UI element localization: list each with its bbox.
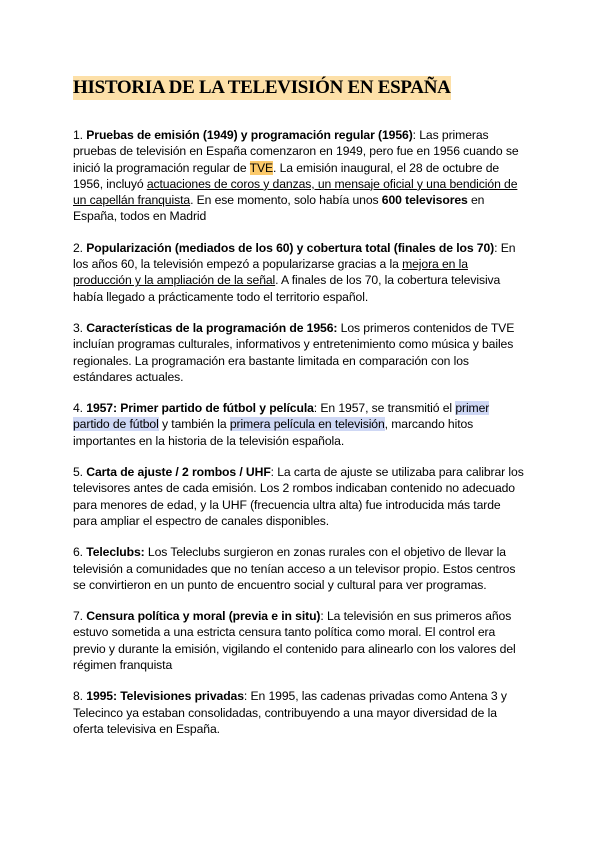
list-item bbox=[73, 464, 525, 529]
item-number: 6. bbox=[73, 545, 83, 560]
item-text: En 1995, las cadenas privadas como Antena 3 y Telecinco ya estaban consolidadas, contribuyendo a una mayor diversidad de la oferta televisiva en España. bbox=[73, 689, 507, 736]
item-heading: Censura política y moral (previa e in situ) bbox=[86, 609, 321, 624]
item-number: 8. bbox=[73, 689, 83, 704]
list-item bbox=[73, 544, 525, 593]
item-text: La televisión en sus primeros años estuvo sometida a una estricta censura tanto política como moral. El control era previo y durante la emisión, vigilando el contenido para alinearlo con los valores del régimen franquista bbox=[73, 609, 516, 673]
list-item bbox=[73, 608, 525, 673]
underlined-text: mejora en la producción y la ampliación de la señal bbox=[73, 257, 468, 288]
item-text: y también la bbox=[158, 417, 230, 432]
item-text: . A finales de los 70, la cobertura televisiva había llegado a prácticamente todo el territorio español. bbox=[73, 273, 501, 304]
item-number: 2. bbox=[73, 240, 83, 255]
item-text: , marcando hitos importantes en la historia de la televisión española. bbox=[73, 417, 474, 448]
item-heading-suffix: : bbox=[412, 128, 416, 142]
item-heading: Carta de ajuste / 2 rombos / UHF bbox=[86, 465, 271, 480]
item-heading-suffix: : bbox=[243, 689, 248, 704]
list-item bbox=[73, 127, 525, 225]
item-number: 5. bbox=[73, 465, 83, 480]
list-item bbox=[73, 688, 525, 737]
item-text: Los primeros contenidos de TVE incluían programas culturales, informativos y entretenimiento como música y bailes regionales. La programación era bastante limitada en comparación con los estándares actuales. bbox=[73, 320, 515, 384]
item-text: . La emisión inaugural, el 28 de octubre de 1956, incluyó bbox=[73, 160, 500, 191]
item-heading-suffix: : bbox=[313, 401, 318, 416]
item-heading-suffix: : bbox=[494, 240, 498, 255]
list-item bbox=[73, 400, 525, 449]
item-heading: Pruebas de emisión (1949) y programación regular (1956) bbox=[86, 128, 413, 142]
item-text: en España, todos en Madrid bbox=[73, 193, 485, 224]
item-text: Los Teleclubs surgieron en zonas rurales con el objetivo de llevar la televisión a comunidades que no tenían acceso a un televisor propio. Estos centros se convirtieron en un punto de encuentro social y cultural para ver programas. bbox=[73, 545, 516, 592]
item-text: En 1957, se transmitió el bbox=[317, 401, 456, 416]
bold-text: 600 televisores bbox=[381, 193, 468, 208]
item-heading: 1995: Televisiones privadas bbox=[86, 689, 244, 704]
item-text: Las primeras pruebas de televisión en España comenzaron en 1949, pero fue en 1956 cuando se inició la programación regular de bbox=[73, 128, 519, 175]
item-text: La carta de ajuste se utilizaba para calibrar los televisores antes de cada emisión. Los 2 rombos indicaban contenido no adecuado para menores de edad, y la UHF (frecuencia ultra alta) fue introducida más tarde para ampliar el espectro de canales disponibles. bbox=[73, 465, 524, 528]
highlighted-text: primer partido de fútbol bbox=[73, 401, 490, 432]
item-heading-suffix: : bbox=[320, 609, 324, 624]
item-number: 1. bbox=[73, 128, 83, 142]
list-item bbox=[73, 240, 525, 305]
list-item bbox=[73, 320, 525, 385]
document-title: HISTORIA DE LA TELEVISIÓN EN ESPAÑA bbox=[73, 77, 451, 98]
underlined-text: actuaciones de coros y danzas, un mensaje oficial y una bendición de un capellán franquista bbox=[73, 176, 518, 208]
item-text: En los años 60, la televisión empezó a popularizarse gracias a la bbox=[73, 240, 516, 272]
item-heading: Características de la programación de 1956: bbox=[86, 320, 338, 335]
item-number: 3. bbox=[73, 320, 83, 335]
item-heading-suffix: : bbox=[270, 465, 274, 480]
item-heading: 1957: Primer partido de fútbol y película bbox=[86, 401, 314, 416]
item-number: 4. bbox=[73, 401, 83, 416]
highlighted-text: TVE bbox=[249, 160, 273, 175]
item-text: . En ese momento, solo había unos bbox=[190, 193, 382, 208]
item-heading: Teleclubs: bbox=[86, 545, 145, 560]
document-page bbox=[73, 76, 525, 752]
highlighted-text: primera película en televisión bbox=[229, 417, 385, 432]
item-number: 7. bbox=[73, 609, 83, 624]
item-heading: Popularización (mediados de los 60) y cobertura total (finales de los 70) bbox=[86, 240, 495, 255]
